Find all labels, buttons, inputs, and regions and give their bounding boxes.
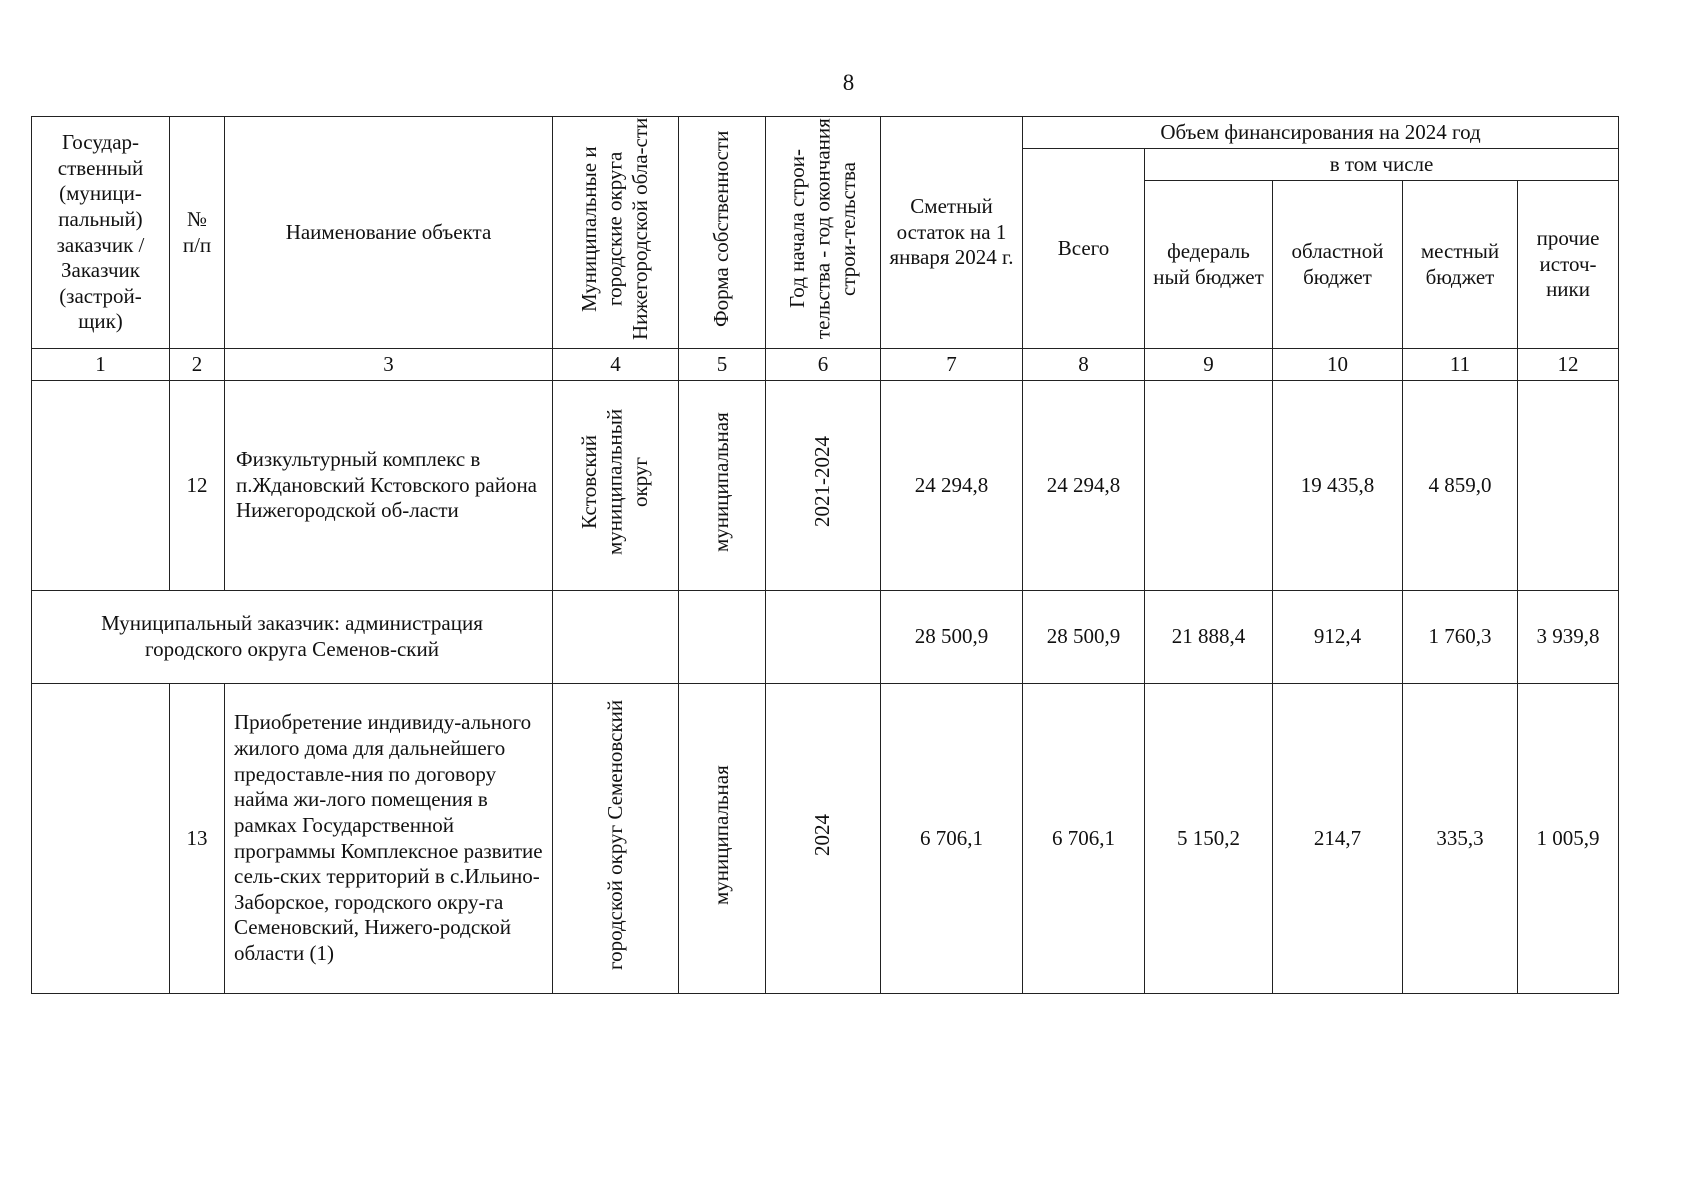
total-value: 6 706,1	[1023, 684, 1145, 994]
column-number: 1	[32, 349, 170, 381]
column-number: 11	[1403, 349, 1518, 381]
header-estimate: Сметный остаток на 1 января 2024 г.	[881, 117, 1023, 349]
header-volume: Объем финансирования на 2024 год	[1023, 117, 1619, 149]
header-years-cell	[766, 117, 881, 349]
customer-row	[32, 591, 1619, 684]
header-object-name: Наименование объекта	[225, 117, 553, 349]
years-cell	[766, 684, 881, 994]
regional-value: 912,4	[1273, 591, 1403, 684]
district: городской округ Семеновский	[602, 700, 627, 971]
ownership-cell	[679, 381, 766, 591]
header-federal: федераль ный бюджет	[1145, 181, 1273, 349]
header-number: № п/п	[170, 117, 225, 349]
local-value: 1 760,3	[1403, 591, 1518, 684]
header-years: Год начала строи-тельства - год окончания строи-тельства	[784, 118, 860, 340]
column-number: 9	[1145, 349, 1273, 381]
header-regional: областной бюджет	[1273, 181, 1403, 349]
column-number: 2	[170, 349, 225, 381]
header-ownership-cell	[679, 117, 766, 349]
years: 2024	[810, 814, 835, 857]
customer-cell	[32, 684, 170, 994]
estimate-value: 24 294,8	[881, 381, 1023, 591]
ownership-cell	[679, 684, 766, 994]
header-total: Всего	[1023, 149, 1145, 349]
empty-cell	[679, 591, 766, 684]
column-number: 12	[1518, 349, 1619, 381]
total-value: 24 294,8	[1023, 381, 1145, 591]
table-row	[32, 381, 1619, 591]
header-row-1	[32, 117, 1619, 149]
ownership: муниципальная	[709, 765, 734, 906]
object-name: Приобретение индивиду-ального жилого дома для дальнейшего предоставле-ния по договору найма жи-лого помещения в рамках Государственной программы Комплексное развитие сель-ских территорий в с.Ильино-Заборское, городского окру-га Семеновский, Нижего-родской области (1)	[225, 684, 553, 994]
federal-value	[1145, 381, 1273, 591]
header-other: прочие источ-ники	[1518, 181, 1619, 349]
district: Кстовский муниципальный округ	[577, 409, 653, 556]
other-value: 1 005,9	[1518, 684, 1619, 994]
total-value: 28 500,9	[1023, 591, 1145, 684]
financing-table	[31, 116, 1619, 994]
column-number: 7	[881, 349, 1023, 381]
column-number: 3	[225, 349, 553, 381]
regional-value: 214,7	[1273, 684, 1403, 994]
header-customer: Государ-ственный (муници-пальный) заказчик / Заказчик (застрой-щик)	[32, 117, 170, 349]
header-ownership: Форма собственности	[709, 131, 734, 328]
municipal-customer: Муниципальный заказчик: администрация городского округа Семенов-ский	[32, 591, 553, 684]
federal-value: 21 888,4	[1145, 591, 1273, 684]
years-cell	[766, 381, 881, 591]
empty-cell	[766, 591, 881, 684]
column-number: 10	[1273, 349, 1403, 381]
estimate-value: 28 500,9	[881, 591, 1023, 684]
header-including: в том числе	[1145, 149, 1619, 181]
header-district-cell	[553, 117, 679, 349]
header-district: Муниципальные и городские округа Нижегородской обла-сти	[577, 118, 653, 341]
row-number: 12	[170, 381, 225, 591]
empty-cell	[553, 591, 679, 684]
column-number: 8	[1023, 349, 1145, 381]
regional-value: 19 435,8	[1273, 381, 1403, 591]
column-number: 6	[766, 349, 881, 381]
row-number: 13	[170, 684, 225, 994]
local-value: 335,3	[1403, 684, 1518, 994]
object-name: Физкультурный комплекс в п.Ждановский Кстовского района Нижегородской об-ласти	[225, 381, 553, 591]
header-local: местный бюджет	[1403, 181, 1518, 349]
other-value	[1518, 381, 1619, 591]
district-cell	[553, 684, 679, 994]
estimate-value: 6 706,1	[881, 684, 1023, 994]
ownership: муниципальная	[709, 412, 734, 553]
column-number: 5	[679, 349, 766, 381]
column-number: 4	[553, 349, 679, 381]
column-number-row	[32, 349, 1619, 381]
local-value: 4 859,0	[1403, 381, 1518, 591]
years: 2021-2024	[810, 436, 835, 528]
customer-cell	[32, 381, 170, 591]
other-value: 3 939,8	[1518, 591, 1619, 684]
district-cell	[553, 381, 679, 591]
federal-value: 5 150,2	[1145, 684, 1273, 994]
table-row	[32, 684, 1619, 994]
page-number: 8	[842, 70, 855, 95]
